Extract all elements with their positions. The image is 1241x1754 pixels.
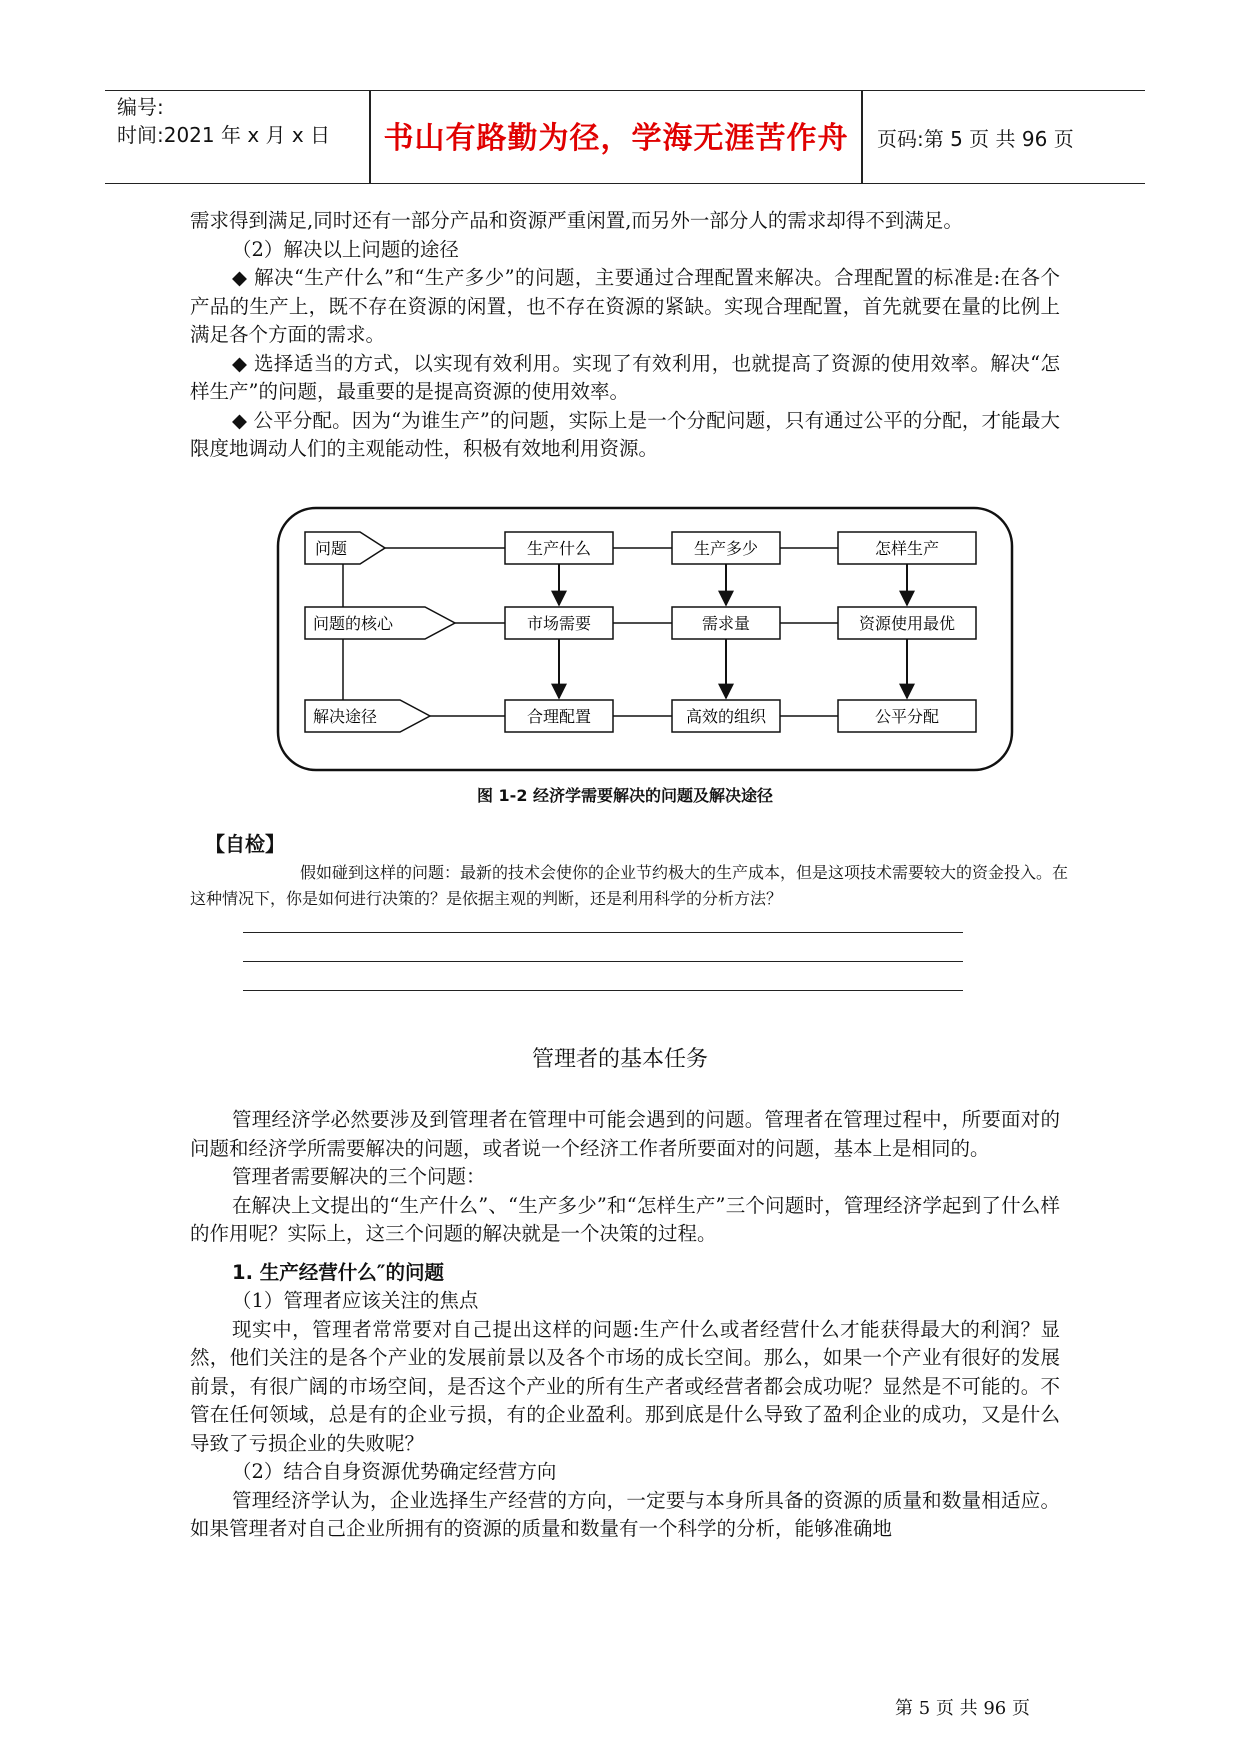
paragraph-subtitle: （1）管理者应该关注的焦点 — [232, 1289, 479, 1312]
diagram-box-text: 需求量 — [701, 614, 751, 633]
section-title: 管理者的基本任务 — [531, 1047, 708, 1072]
paragraph: 需求得到满足,同时还有一部分产品和资源严重闲置,而另外一部分人的需求却得不到满足。 — [190, 209, 963, 232]
spacer — [190, 1249, 1060, 1259]
answer-line — [243, 961, 963, 962]
subheading: 1. 生产经营什么″的问题 — [232, 1260, 444, 1284]
section-text-block — [190, 1106, 1060, 1544]
paragraph-subtitle: （2）解决以上问题的途径 — [232, 237, 459, 261]
diagram-box — [838, 532, 976, 564]
paragraph: 现实中，管理者常常要对自己提出这样的问题:生产什么或者经营什么才能获得最大的利润？显然，他们关注的是各个产业的发展前景以及各个市场的成长空间。那么，如果一个产业有很好的发展前景，有很广阔的市场空间，是否这个产业的所有生产者或经营者都会成功呢？显然是不可能的。不管在任何领域，总是有的企业亏损，有的企业盈利。那到底是什么导致了盈利企业的成功，又是什么导致了亏损企业的失败呢？ — [190, 1317, 1060, 1455]
header-page-label: 页码:第 5 页 共 96 页 — [877, 127, 1074, 151]
row-label-text: 问题 — [315, 539, 348, 558]
answer-line — [243, 990, 963, 991]
diagram-box — [505, 700, 613, 732]
diagram-box-text: 资源使用最优 — [858, 614, 956, 633]
header-divider — [861, 91, 863, 183]
self-check-question: 假如碰到这样的问题：最新的技术会使你的企业节约极大的生产成本，但是这项技术需要较大的资金投入。在这种情况下，你是如何进行决策的？是依据主观的判断，还是利用科学的分析方法？ — [190, 863, 1069, 908]
row-label-text: 问题的核心 — [313, 614, 394, 633]
paragraph-bullet: ◆ 选择适当的方式，以实现有效利用。实现了有效利用，也就提高了资源的使用效率。解决“怎样生产”的问题，最重要的是提高资源的使用效率。 — [190, 351, 1060, 403]
header-motto: 书山有路勤为径，学海无涯苦作舟 — [383, 121, 849, 156]
page-header — [105, 90, 1145, 184]
paragraph-subtitle: （2）结合自身资源优势确定经营方向 — [232, 1460, 557, 1483]
header-meta — [117, 93, 367, 149]
diagram-box — [672, 607, 780, 639]
flow-diagram — [275, 505, 1015, 775]
diagram-box-text: 市场需要 — [526, 614, 592, 633]
diagram-box-text: 生产什么 — [526, 539, 592, 558]
paragraph: 管理者需要解决的三个问题： — [232, 1165, 486, 1188]
figure-caption: 图 1-2 经济学需要解决的问题及解决途径 — [476, 786, 774, 805]
diagram-box — [672, 700, 780, 732]
paragraph: 管理经济学必然要涉及到管理者在管理中可能会遇到的问题。管理者在管理过程中，所要面对的问题和经济学所需要解决的问题，或者说一个经济工作者所要面对的问题，基本上是相同的。 — [190, 1108, 1060, 1160]
diagram-box — [838, 607, 976, 639]
diagram-box — [505, 532, 613, 564]
diagram-box — [505, 607, 613, 639]
top-text-block — [190, 207, 1060, 464]
diagram-box-text: 生产多少 — [693, 539, 759, 558]
page-footer: 第 5 页 共 96 页 — [895, 1698, 1030, 1719]
diagram-box-text: 高效的组织 — [685, 707, 767, 726]
diagram-box-text: 公平分配 — [874, 707, 940, 726]
self-check-title: 【自检】 — [205, 832, 285, 856]
diagram-box — [838, 700, 976, 732]
self-check-question-block — [190, 860, 1070, 912]
row-label-text: 解决途径 — [313, 707, 378, 726]
paragraph-bullet: ◆ 公平分配。因为“为谁生产”的问题，实际上是一个分配问题，只有通过公平的分配，才能最大限度地调动人们的主观能动性，积极有效地利用资源。 — [190, 408, 1060, 460]
paragraph: 在解决上文提出的“生产什么”、“生产多少”和“怎样生产”三个问题时，管理经济学起到了什么样的作用呢？实际上，这三个问题的解决就是一个决策的过程。 — [190, 1193, 1060, 1245]
row-label-box — [305, 532, 385, 564]
header-time: 时间:2021 年 x 月 x 日 — [117, 123, 331, 147]
diagram-box — [672, 532, 780, 564]
paragraph: 管理经济学认为，企业选择生产经营的方向，一定要与本身所具备的资源的质量和数量相适应。如果管理者对自己企业所拥有的资源的质量和数量有一个科学的分析，能够准确地 — [190, 1488, 1060, 1540]
paragraph-bullet: ◆ 解决“生产什么”和“生产多少”的问题，主要通过合理配置来解决。合理配置的标准是:在各个产品的生产上，既不存在资源的闲置，也不存在资源的紧缺。实现合理配置，首先就要在量的比例上满足各个方面的需求。 — [190, 266, 1060, 346]
row-label-box — [305, 700, 430, 732]
header-number: 编号: — [117, 95, 164, 119]
diagram-box-text: 合理配置 — [526, 707, 592, 726]
row-label-box — [305, 607, 455, 639]
answer-line — [243, 932, 963, 933]
diagram-box-text: 怎样生产 — [874, 539, 940, 558]
